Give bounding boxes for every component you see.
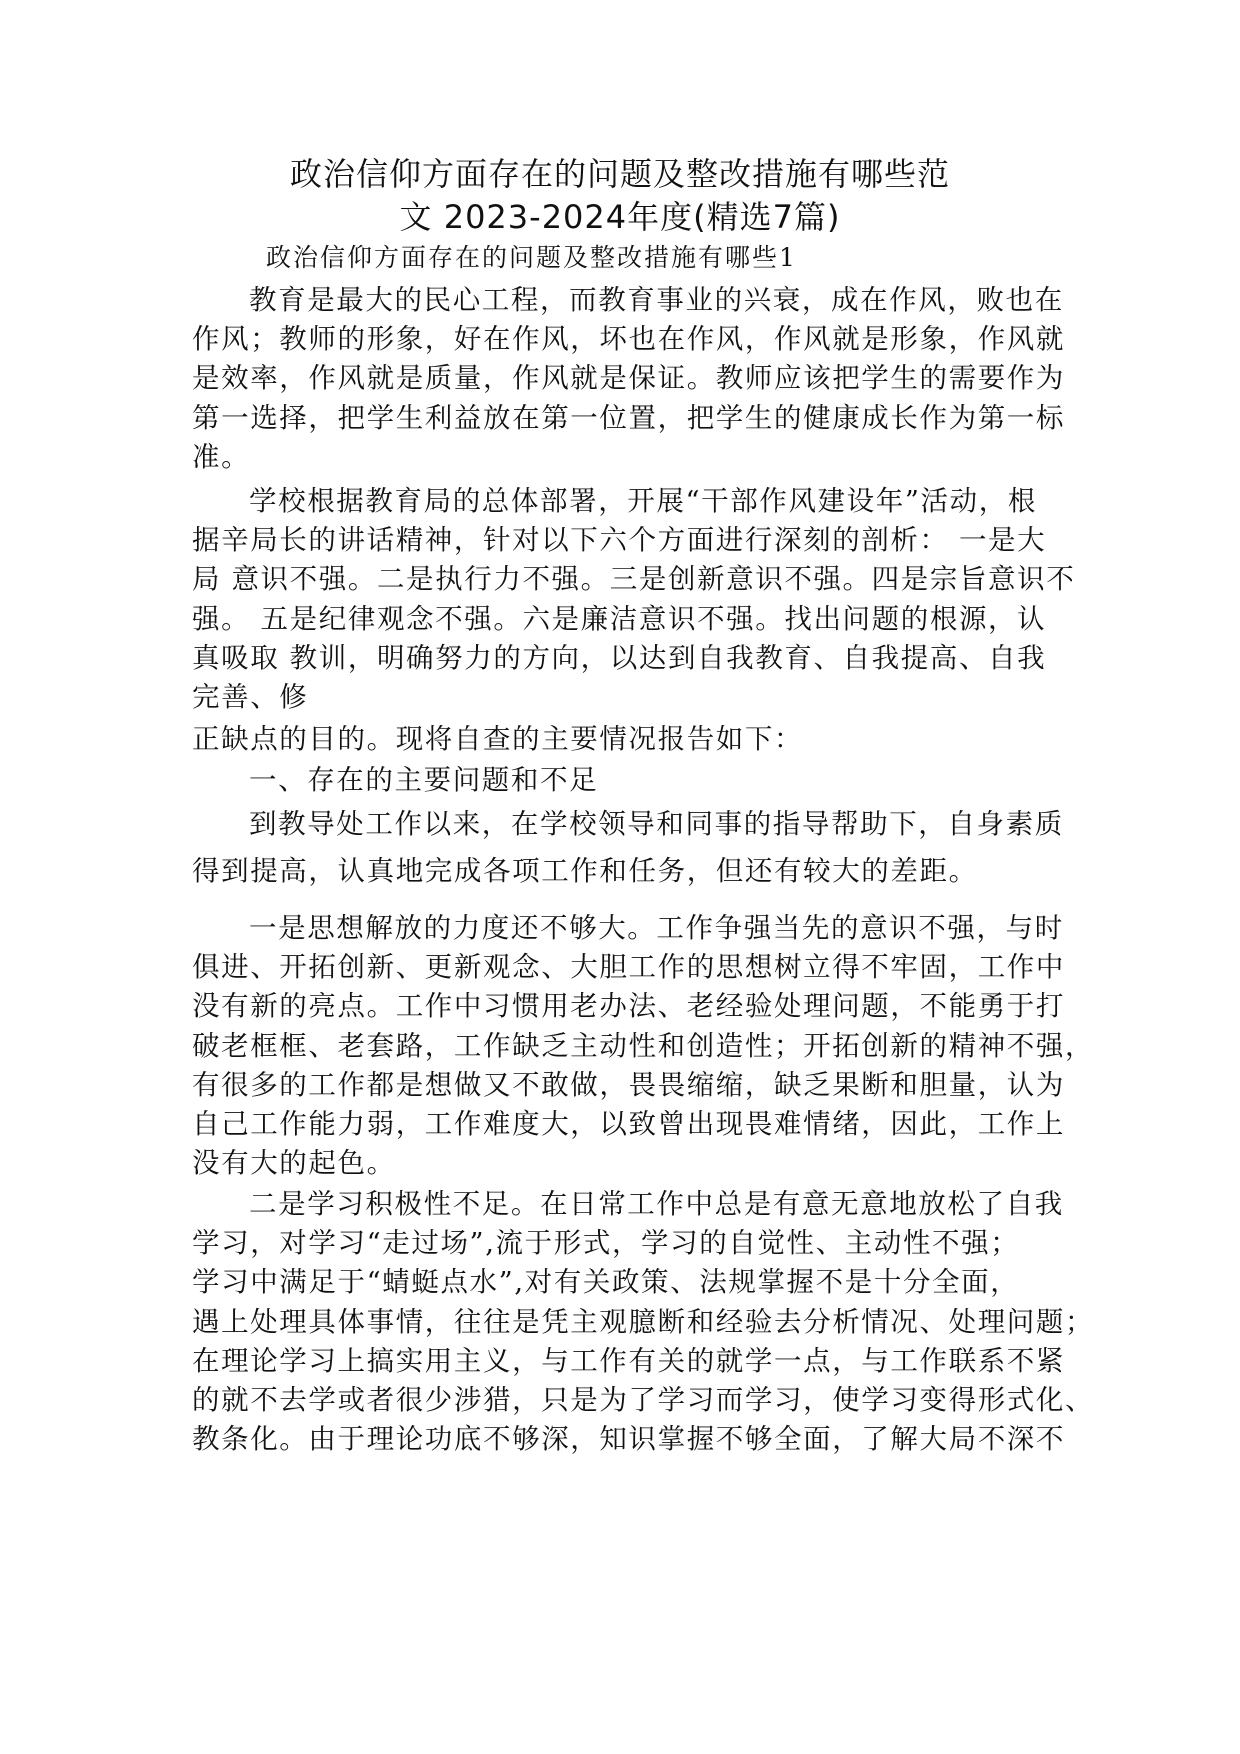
paragraph-line: 有很多的工作都是想做又不敢做，畏畏缩缩，缺乏果断和胆量，认为 bbox=[192, 1068, 1065, 1101]
section-subtitle: 政治信仰方面存在的问题及整改措施有哪些1 bbox=[266, 243, 797, 272]
paragraph-line: 没有新的亮点。工作中习惯用老办法、老经验处理问题，不能勇于打 bbox=[192, 990, 1065, 1023]
paragraph-line: 学校根据教育局的总体部署，开展“干部作风建设年”活动，根 bbox=[249, 485, 1037, 517]
paragraph-line: 学习，对学习“走过场”,流于形式，学习的自觉性、主动性不强； bbox=[192, 1227, 1020, 1260]
paragraph-line: 据辛局长的讲话精神，针对以下六个方面进行深刻的剖析： 一是大 bbox=[192, 524, 1047, 557]
paragraph-line: 到教导处工作以来，在学校领导和同事的指导帮助下，自身素质 bbox=[249, 808, 1064, 840]
paragraph-line: 是效率，作风就是质量，作风就是保证。教师应该把学生的需要作为 bbox=[192, 362, 1065, 395]
paragraph-5 bbox=[192, 1185, 1095, 1459]
paragraph-line: 作风；教师的形象，好在作风，坏也在作风，作风就是形象，作风就 bbox=[192, 323, 1065, 356]
paragraph-line: 在理论学习上搞实用主义，与工作有关的就学一点，与工作联系不紧 bbox=[192, 1344, 1065, 1377]
paragraph-line: 一是思想解放的力度还不够大。工作争强当先的意识不强，与时 bbox=[249, 912, 1064, 944]
paragraph-line: 教育是最大的民心工程，而教育事业的兴衰，成在作风，败也在 bbox=[249, 284, 1064, 316]
paragraph-2 bbox=[192, 482, 1076, 717]
document-title-line-2: 文 2023-2024年度(精选7篇) bbox=[399, 198, 841, 236]
paragraph-line: 教条化。由于理论功底不够深，知识掌握不够全面，了解大局不深不 bbox=[192, 1423, 1065, 1456]
section-heading bbox=[192, 761, 1062, 800]
document-title-line-1: 政治信仰方面存在的问题及整改措施有哪些范 bbox=[289, 155, 950, 193]
paragraph-line: 二是学习积极性不足。在日常工作中总是有意无意地放松了自我 bbox=[249, 1188, 1064, 1220]
paragraph-line: 的就不去学或者很少涉猎，只是为了学习而学习，使学习变得形式化、 bbox=[192, 1383, 1095, 1416]
paragraph-line: 准。 bbox=[192, 440, 251, 473]
paragraph-line: 遇上处理具体事情，往往是凭主观臆断和经验去分析情况、处理问题； bbox=[192, 1305, 1095, 1338]
paragraph-1 bbox=[192, 281, 1065, 477]
paragraph-line: 真吸取 教训，明确努力的方向，以达到自我教育、自我提高、自我 bbox=[192, 641, 1047, 674]
paragraph-line: 局 意识不强。二是执行力不强。三是创新意识不强。四是宗旨意识不 bbox=[192, 563, 1076, 596]
paragraph-4 bbox=[192, 909, 1095, 1183]
paragraph-2-continuation bbox=[192, 720, 1062, 759]
paragraph-line: 第一选择，把学生利益放在第一位置，把学生的健康成长作为第一标 bbox=[192, 401, 1065, 434]
paragraph-line: 得到提高，认真地完成各项工作和任务，但还有较大的差距。 bbox=[192, 855, 978, 887]
paragraph-line: 自己工作能力弱，工作难度大，以致曾出现畏难情绪，因此，工作上 bbox=[192, 1107, 1065, 1140]
paragraph-line: 强。 五是纪律观念不强。六是廉洁意识不强。找出问题的根源，认 bbox=[192, 602, 1047, 635]
paragraph-3-continuation bbox=[192, 852, 1062, 891]
paragraph-line: 俱进、开拓创新、更新观念、大胆工作的思想树立得不牢固，工作中 bbox=[192, 951, 1065, 984]
paragraph-line: 正缺点的目的。现将自查的主要情况报告如下： bbox=[192, 723, 804, 755]
paragraph-line: 完善、修 bbox=[192, 680, 309, 713]
section-heading-text: 一、存在的主要问题和不足 bbox=[249, 764, 599, 796]
paragraph-line: 学习中满足于“蜻蜓点水”,对有关政策、法规掌握不是十分全面， bbox=[192, 1266, 1020, 1299]
paragraph-line: 破老框框、老套路，工作缺乏主动性和创造性；开拓创新的精神不强， bbox=[192, 1029, 1095, 1062]
paragraph-3 bbox=[192, 805, 1062, 844]
paragraph-line: 没有大的起色。 bbox=[192, 1147, 396, 1180]
